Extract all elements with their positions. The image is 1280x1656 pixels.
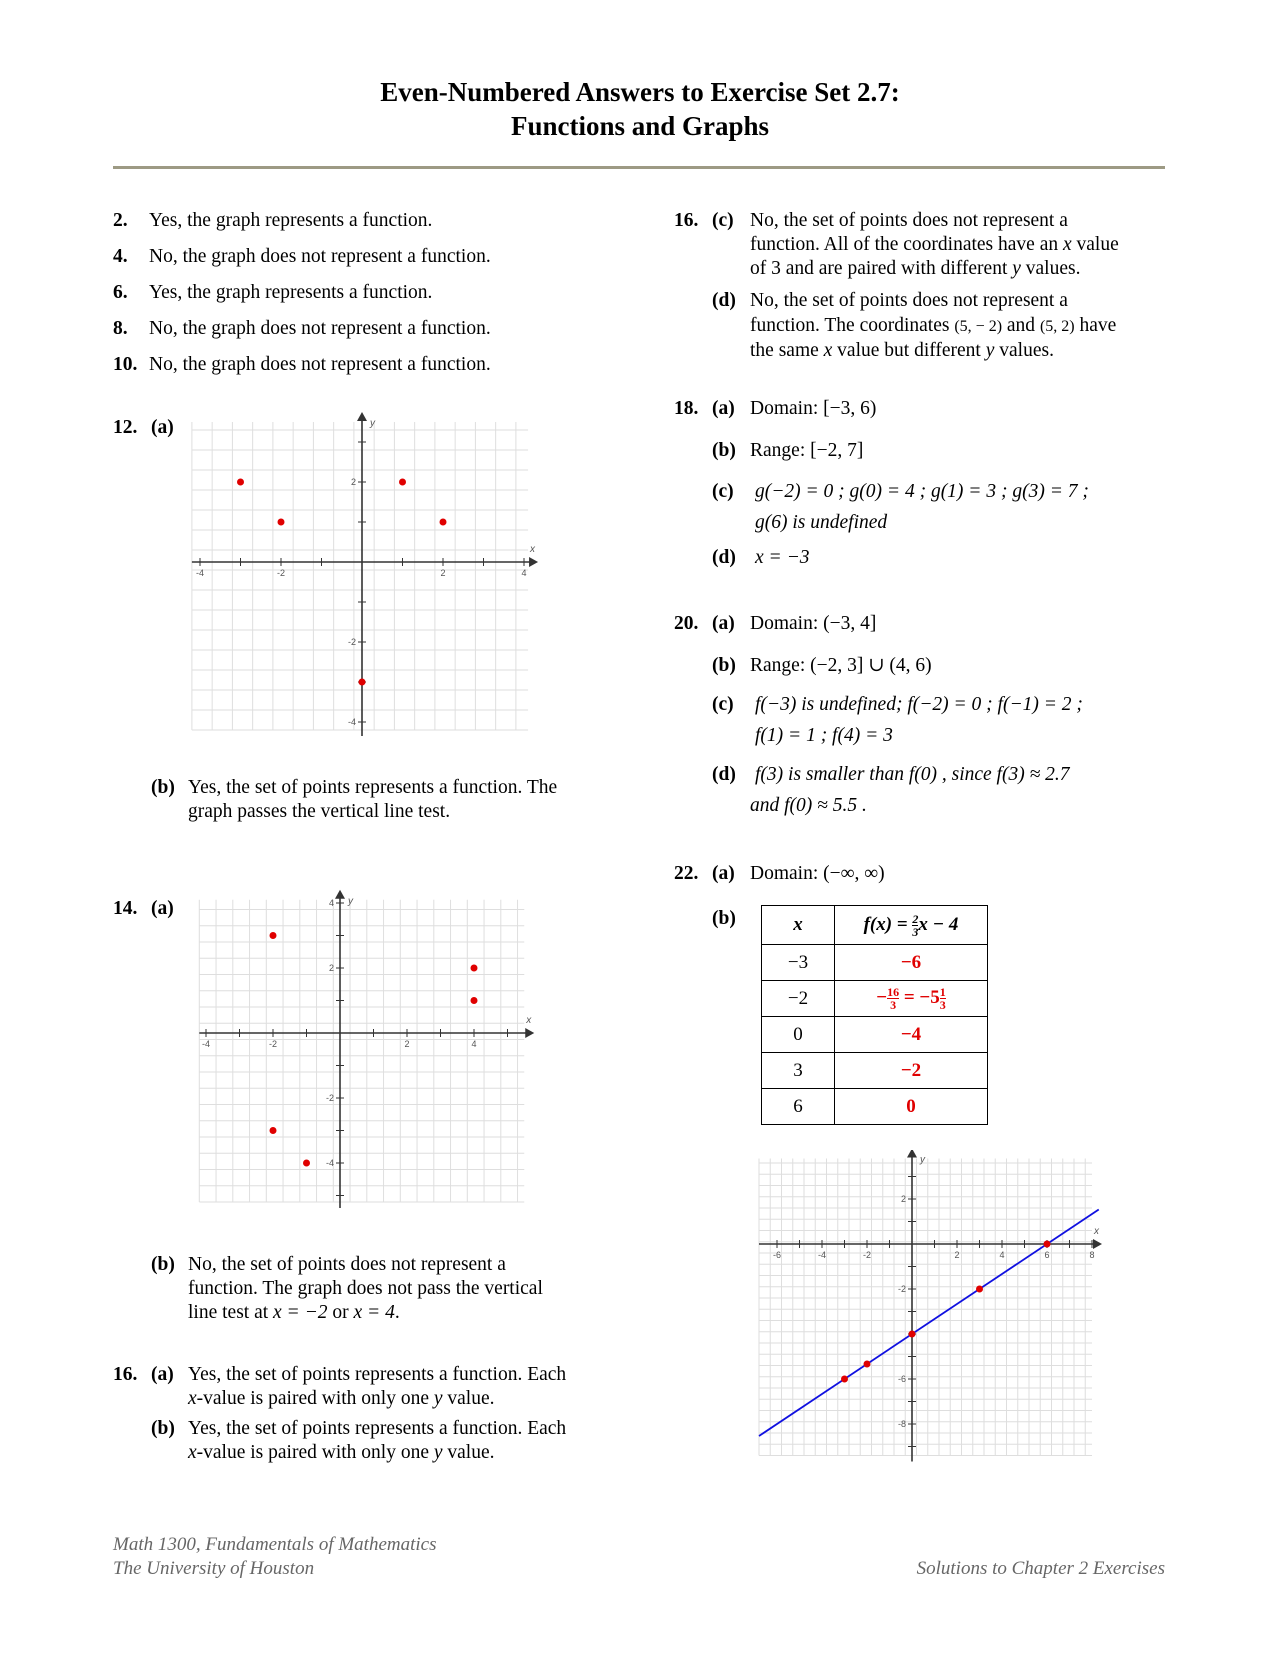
part-label-a: (a) bbox=[151, 1364, 174, 1385]
part-label-b: (b) bbox=[151, 1254, 175, 1275]
y-tick-label: -4 bbox=[347, 717, 356, 727]
y-tick-label: 2 bbox=[328, 963, 334, 973]
data-point bbox=[976, 1286, 983, 1293]
y-axis-label: y bbox=[370, 418, 375, 429]
x-tick-label: -2 bbox=[862, 1250, 872, 1260]
y-axis-arrow bbox=[907, 1150, 917, 1158]
y-tick-label: 2 bbox=[900, 1194, 906, 1204]
table-row bbox=[762, 981, 988, 1017]
x-axis-arrow bbox=[529, 557, 538, 567]
data-point bbox=[471, 997, 478, 1004]
answer-text: and f(0) ≈ 5.5 . bbox=[750, 795, 867, 816]
data-point bbox=[278, 519, 285, 526]
answer-text: Yes, the set of points represents a function. The bbox=[188, 777, 558, 798]
table-cell-f bbox=[835, 981, 988, 1017]
answer-text: f(1) = 1 ; f(4) = 3 bbox=[755, 725, 893, 746]
answer-text bbox=[188, 1387, 495, 1411]
data-point bbox=[471, 965, 478, 972]
text-segment: the same bbox=[750, 340, 824, 361]
x-tick-label: 2 bbox=[440, 568, 446, 578]
data-point bbox=[440, 519, 447, 526]
answer-text bbox=[750, 257, 1080, 281]
x-tick-label: 2 bbox=[404, 1039, 410, 1049]
data-point bbox=[237, 479, 244, 486]
answer-text: Range: (−2, 3] ∪ (4, 6) bbox=[750, 655, 932, 676]
x-tick-label: 4 bbox=[521, 568, 527, 578]
y-tick-label: 2 bbox=[350, 477, 356, 487]
text-segment: have bbox=[1074, 315, 1117, 336]
part-label-d: (d) bbox=[712, 290, 736, 311]
y-axis-label: y bbox=[920, 1154, 925, 1166]
part-label-d: (d) bbox=[712, 764, 736, 785]
footer-right: Solutions to Chapter 2 Exercises bbox=[916, 1558, 1165, 1579]
table-cell-x: 0 bbox=[762, 1017, 835, 1053]
part-label-a: (a) bbox=[151, 898, 174, 919]
text-segment: of 3 and are paired with different bbox=[750, 258, 1013, 279]
header-text: f(x) = bbox=[863, 913, 913, 935]
x-tick-label: 4 bbox=[999, 1250, 1005, 1260]
value-table bbox=[761, 905, 988, 1125]
table-cell-f: −2 bbox=[835, 1053, 988, 1089]
text-segment: line test at bbox=[188, 1302, 274, 1323]
data-point bbox=[399, 479, 406, 486]
header-rule bbox=[113, 166, 1165, 169]
y-tick-label: -8 bbox=[897, 1419, 906, 1429]
x-axis-arrow bbox=[525, 1028, 534, 1038]
fraction-den: 3 bbox=[939, 998, 946, 1012]
y-tick-label: -2 bbox=[325, 1093, 334, 1103]
answer-text bbox=[750, 233, 1119, 257]
graph-12 bbox=[190, 412, 550, 742]
part-label-b: (b) bbox=[151, 1418, 175, 1439]
part-label-b: (b) bbox=[712, 655, 736, 676]
graph-22 bbox=[758, 1150, 1118, 1480]
answer-text: Yes, the set of points represents a function. Each bbox=[188, 1418, 567, 1439]
answer-text: No, the graph does not represent a function. bbox=[149, 246, 491, 267]
math-expr: x = 4 bbox=[353, 1302, 395, 1323]
x-axis-label: x bbox=[526, 1015, 532, 1026]
text-segment: values. bbox=[994, 340, 1054, 361]
data-point bbox=[909, 1331, 916, 1338]
table-header-row bbox=[762, 906, 988, 945]
math-expr: x = −2 bbox=[273, 1302, 328, 1323]
part-label-c: (c) bbox=[712, 210, 734, 231]
answer-text: No, the graph does not represent a function. bbox=[149, 318, 491, 339]
footer-course: Math 1300, Fundamentals of Mathematics bbox=[113, 1534, 437, 1555]
x-tick-label: 2 bbox=[954, 1250, 960, 1260]
table-row bbox=[762, 1017, 988, 1053]
table-cell-f: 0 bbox=[835, 1089, 988, 1125]
text-segment: value. bbox=[442, 1388, 495, 1409]
fraction bbox=[940, 986, 946, 1011]
x-tick-label: -2 bbox=[276, 568, 286, 578]
y-tick-label: -2 bbox=[897, 1284, 906, 1294]
cell-text: = −5 bbox=[899, 986, 940, 1008]
data-point bbox=[1044, 1241, 1051, 1248]
y-axis-label: y bbox=[348, 895, 353, 907]
answer-text: Range: [−2, 7] bbox=[750, 440, 864, 461]
cell-text: − bbox=[876, 986, 888, 1008]
x-axis-arrow bbox=[1093, 1239, 1102, 1249]
page-subtitle: Functions and Graphs bbox=[510, 111, 770, 141]
fraction-num: 1 bbox=[939, 985, 946, 999]
text-segment: . bbox=[394, 1302, 400, 1323]
page-title: Even-Numbered Answers to Exercise Set 2.7: bbox=[380, 77, 900, 107]
question-number-20: 20. bbox=[674, 613, 699, 634]
question-number-16: 16. bbox=[113, 1364, 138, 1385]
math-expr: y bbox=[433, 1388, 443, 1409]
answer-text: Yes, the set of points represents a function. Each bbox=[188, 1364, 567, 1385]
fraction-num: 16 bbox=[887, 985, 900, 999]
text-segment: -value is paired with only one bbox=[196, 1442, 434, 1463]
table-cell-f: −6 bbox=[835, 945, 988, 981]
y-tick-label: -6 bbox=[897, 1374, 906, 1384]
table-row bbox=[762, 1089, 988, 1125]
answer-text: No, the set of points does not represent a bbox=[188, 1254, 506, 1275]
text-segment: function. All of the coordinates have an bbox=[750, 234, 1063, 255]
question-number: 10. bbox=[113, 354, 138, 375]
math-expr: (5, 2) bbox=[1039, 318, 1075, 335]
answer-text: graph passes the vertical line test. bbox=[188, 801, 451, 822]
math-expr: y bbox=[985, 340, 995, 361]
part-label-a: (a) bbox=[712, 613, 735, 634]
graph-14 bbox=[190, 888, 550, 1218]
math-expr: x bbox=[188, 1388, 197, 1409]
part-label-a: (a) bbox=[712, 398, 735, 419]
data-point bbox=[270, 1127, 277, 1134]
answer-text: Domain: (−3, 4] bbox=[750, 613, 877, 634]
question-number-22: 22. bbox=[674, 863, 699, 884]
part-label-c: (c) bbox=[712, 694, 734, 715]
table-row bbox=[762, 1053, 988, 1089]
data-point bbox=[359, 679, 366, 686]
answer-text: Yes, the graph represents a function. bbox=[149, 210, 433, 231]
part-label-a: (a) bbox=[712, 863, 735, 884]
answer-text: No, the set of points does not represent a bbox=[750, 290, 1068, 311]
y-axis-arrow bbox=[335, 890, 345, 899]
text-segment: value. bbox=[442, 1442, 495, 1463]
math-expr: y bbox=[433, 1442, 443, 1463]
text-segment: -value is paired with only one bbox=[196, 1388, 434, 1409]
table-header-x: x bbox=[762, 906, 835, 945]
x-tick-label: 6 bbox=[1044, 1250, 1050, 1260]
fraction-num: 2 bbox=[912, 911, 919, 926]
table-row bbox=[762, 945, 988, 981]
text-segment: value bbox=[1071, 234, 1119, 255]
fraction-den: 3 bbox=[890, 998, 897, 1012]
footer-school: The University of Houston bbox=[113, 1558, 315, 1579]
x-tick-label: -4 bbox=[817, 1250, 827, 1260]
y-tick-label: -2 bbox=[347, 637, 356, 647]
answer-text: g(6) is undefined bbox=[755, 512, 888, 533]
part-label-b: (b) bbox=[712, 440, 736, 461]
table-cell-x: 6 bbox=[762, 1089, 835, 1125]
math-expr: (5, − 2) bbox=[954, 318, 1003, 335]
x-axis-label: x bbox=[530, 544, 536, 555]
text-segment: values. bbox=[1020, 258, 1081, 279]
math-expr: x bbox=[823, 340, 833, 361]
answer-text bbox=[188, 1441, 495, 1465]
x-tick-label: -6 bbox=[772, 1250, 782, 1260]
part-label-c: (c) bbox=[712, 481, 734, 502]
part-label-d: (d) bbox=[712, 547, 736, 568]
x-tick-label: 4 bbox=[471, 1039, 477, 1049]
y-axis-arrow bbox=[357, 412, 367, 421]
table-cell-x: −2 bbox=[762, 981, 835, 1017]
answer-text bbox=[750, 314, 1116, 339]
answer-text: No, the graph does not represent a function. bbox=[149, 354, 491, 375]
answer-text: g(−2) = 0 ; g(0) = 4 ; g(1) = 3 ; g(3) = 7 ; bbox=[755, 481, 1089, 502]
y-tick-label: -4 bbox=[325, 1158, 334, 1168]
question-number: 6. bbox=[113, 282, 128, 303]
answer-text: x = −3 bbox=[755, 547, 810, 568]
x-axis-label: x bbox=[1094, 1226, 1099, 1237]
math-expr: x bbox=[188, 1442, 197, 1463]
table-cell-f: −4 bbox=[835, 1017, 988, 1053]
math-expr: x bbox=[1063, 234, 1072, 255]
table-cell-x: −3 bbox=[762, 945, 835, 981]
answer-text: Domain: [−3, 6) bbox=[750, 398, 877, 419]
fraction-den: 3 bbox=[912, 924, 919, 939]
fraction bbox=[887, 986, 899, 1011]
question-number: 2. bbox=[113, 210, 128, 231]
answer-text: f(−3) is undefined; f(−2) = 0 ; f(−1) = 2 ; bbox=[755, 694, 1083, 715]
data-point bbox=[864, 1360, 871, 1367]
text-segment: or bbox=[327, 1302, 354, 1323]
x-tick-label: 8 bbox=[1089, 1250, 1095, 1260]
table-cell-x: 3 bbox=[762, 1053, 835, 1089]
math-expr: y bbox=[1012, 258, 1021, 279]
data-point bbox=[841, 1376, 848, 1383]
part-label-b: (b) bbox=[151, 777, 175, 798]
question-number-12: 12. bbox=[113, 417, 138, 438]
question-number: 8. bbox=[113, 318, 128, 339]
text-segment: and bbox=[1002, 315, 1040, 336]
answer-text: function. The graph does not pass the vertical bbox=[188, 1278, 543, 1299]
part-label-b: (b) bbox=[712, 908, 736, 929]
answer-text bbox=[188, 1301, 400, 1325]
answer-text bbox=[750, 339, 1054, 363]
data-point bbox=[303, 1160, 310, 1167]
data-point bbox=[270, 932, 277, 939]
text-segment: value but different bbox=[832, 340, 986, 361]
y-tick-label: 4 bbox=[328, 898, 334, 908]
answer-text: No, the set of points does not represent a bbox=[750, 210, 1068, 231]
part-label-a: (a) bbox=[151, 417, 174, 438]
table-header-f bbox=[835, 906, 988, 945]
header-text: x − 4 bbox=[918, 913, 959, 935]
answer-text: f(3) is smaller than f(0) , since f(3) ≈ 2.7 bbox=[755, 764, 1070, 785]
question-number-14: 14. bbox=[113, 898, 138, 919]
question-number-16: 16. bbox=[674, 210, 699, 231]
answer-text: Domain: (−∞, ∞) bbox=[750, 863, 885, 884]
x-tick-label: -2 bbox=[268, 1039, 278, 1049]
question-number-18: 18. bbox=[674, 398, 699, 419]
x-tick-label: -4 bbox=[201, 1039, 211, 1049]
text-segment: function. The coordinates bbox=[750, 315, 955, 336]
x-tick-label: -4 bbox=[195, 568, 205, 578]
question-number: 4. bbox=[113, 246, 128, 267]
answer-text: Yes, the graph represents a function. bbox=[149, 282, 433, 303]
